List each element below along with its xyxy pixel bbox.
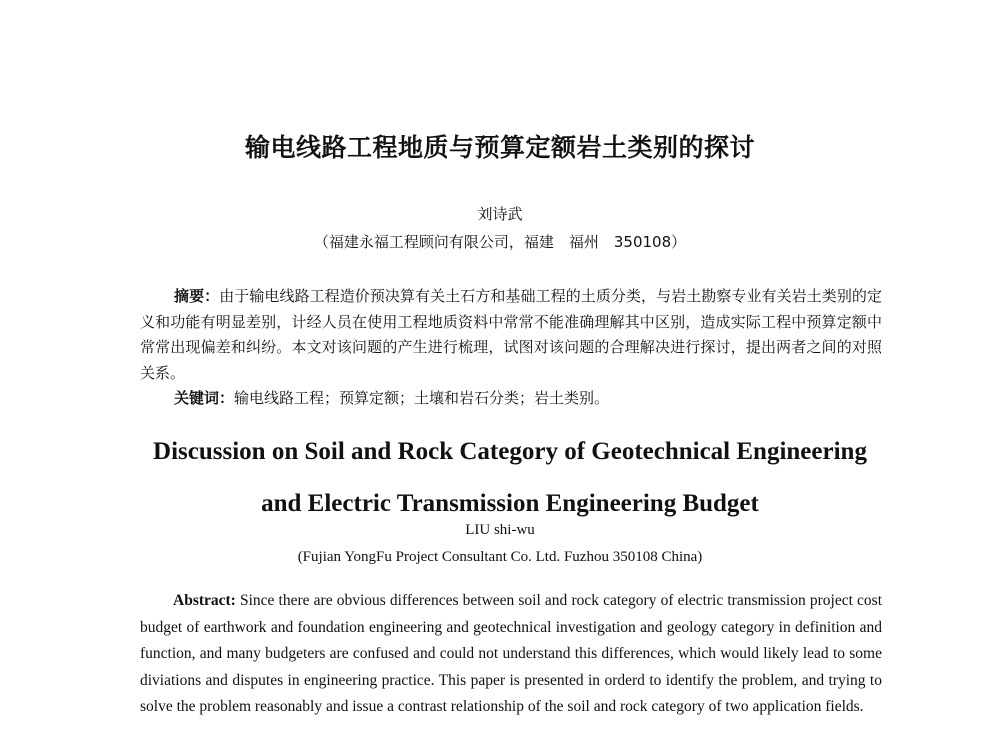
english-affiliation: (Fujian YongFu Project Consultant Co. Ltd. Fuzhou 350108 China) xyxy=(297,549,703,565)
english-title: Discussion on Soil and Rock Category of Geotechnical Engineering and Electric Transmission Engineering Budget xyxy=(153,438,867,517)
chinese-keywords-label: 关键词： xyxy=(174,389,235,407)
chinese-title: 输电线路工程地质与预算定额岩土类别的探讨 xyxy=(244,133,755,162)
chinese-author: 刘诗武 xyxy=(477,205,523,223)
chinese-keywords-text: 输电线路工程；预算定额；土壤和岩石分类；岩土类别。 xyxy=(234,389,610,407)
chinese-abstract-text: 由于输电线路工程造价预决算有关土石方和基础工程的土质分类，与岩土勘察专业有关岩土类别的定义和功能有明显差别，计经人员在使用工程地质资料中常常不能准确理解其中区别，造成实际工程中预算定额中常常出现偏差和纠纷。本文对该问题的产生进行梳理，试图对该问题的合理解决进行探讨，提出两者之间的对照关系。 xyxy=(140,287,882,382)
chinese-abstract-label: 摘要： xyxy=(174,287,220,305)
chinese-affiliation: （福建永福工程顾问有限公司，福建 福州 350108） xyxy=(313,233,687,251)
english-abstract-label: Abstract: xyxy=(173,592,236,609)
chinese-keywords xyxy=(174,386,882,412)
english-abstract-text: Since there are obvious differences between soil and rock category of electric transmission project cost budget of earthwork and foundation engineering and geotechnical investigation and geology category in definition and function, and many budgeters are confused and could not understand this differences, which would likely lead to some diviations and disputes in engineering practice. This paper is presented in orderd to identify the problem, and trying to solve the problem reasonably and issue a contrast relationship of the soil and rock category of two application fields. xyxy=(140,592,883,716)
english-author: LIU shi-wu xyxy=(465,522,535,538)
chinese-abstract xyxy=(140,284,882,386)
english-abstract xyxy=(140,588,882,721)
